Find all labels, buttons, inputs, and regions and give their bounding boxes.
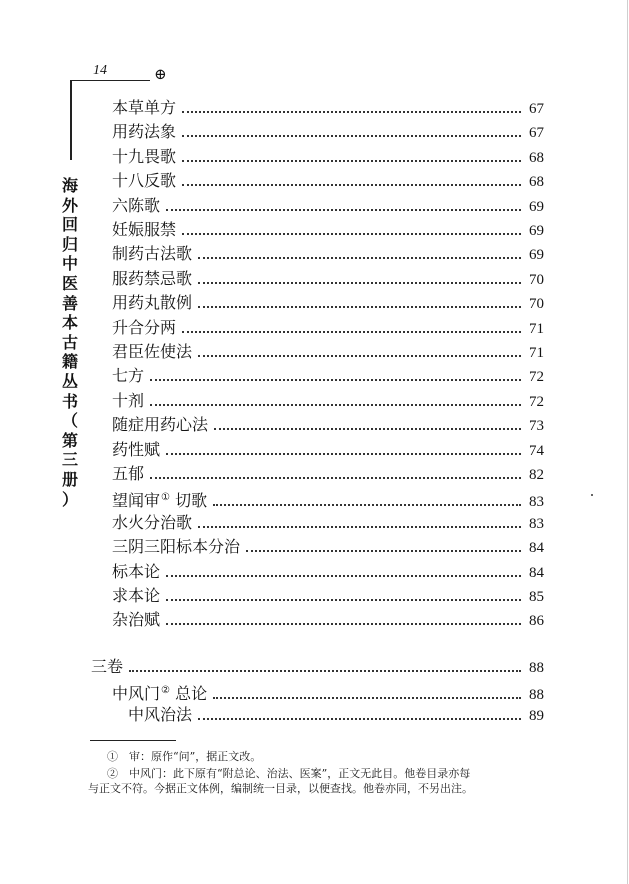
dot-leader: [166, 209, 521, 211]
footnote-line: ① 审：原作“问”，据正文改。: [107, 750, 262, 763]
series-title-char: 归: [61, 234, 78, 254]
toc-entry-page: 73: [529, 418, 544, 434]
toc-entry[interactable]: [112, 220, 544, 241]
page-number: 14: [93, 63, 107, 78]
toc-entry[interactable]: [112, 488, 544, 512]
toc-entry-title: [112, 610, 160, 630]
toc-entry-page: 67: [529, 101, 544, 117]
toc-entry[interactable]: [112, 562, 544, 583]
dot-leader: [182, 135, 521, 137]
toc-entry-page: 69: [529, 247, 544, 263]
toc-entry[interactable]: [112, 342, 544, 363]
page-edge: [627, 0, 628, 884]
toc-entry[interactable]: [112, 415, 544, 436]
toc-entry-title: [112, 220, 176, 240]
dot-leader: [213, 504, 521, 506]
toc-entry[interactable]: [112, 537, 544, 558]
toc-entry-page: 69: [529, 223, 544, 239]
series-title-char: 书: [61, 391, 78, 411]
toc-entry-title: [112, 562, 160, 582]
toc-entry-title: [112, 488, 207, 511]
toc-entry-title-text: 水火分治歌: [112, 513, 193, 532]
toc-entry[interactable]: [112, 464, 544, 485]
toc-entry-title-text: 杂治赋: [112, 610, 161, 629]
toc-entry-title-text: 妊娠服禁: [112, 220, 177, 239]
toc-entry-title-text: 升合分两: [112, 318, 177, 337]
toc-entry[interactable]: [112, 293, 544, 314]
toc-entry-title-text: 用药丸散例: [112, 293, 193, 312]
toc-entry-title-tail: 切歌: [169, 491, 208, 510]
series-title-char: 医: [61, 273, 78, 293]
dot-leader: [166, 599, 521, 601]
toc-entry-title-text: 君臣佐使法: [112, 342, 193, 361]
toc-entry-title: [112, 586, 160, 606]
toc-entry[interactable]: [91, 657, 544, 678]
series-title-char: 中: [61, 254, 78, 274]
toc-entry[interactable]: [112, 269, 544, 290]
footnote-marker: ②: [161, 685, 170, 696]
toc-entry-page: 88: [529, 660, 544, 676]
toc-entry[interactable]: [112, 122, 544, 143]
dot-leader: [129, 670, 521, 672]
toc-entry-title: [112, 342, 192, 362]
toc-entry-title: [112, 293, 192, 313]
toc-entry-page: 85: [529, 589, 544, 605]
series-title-char: 三: [61, 450, 78, 470]
toc-entry-page: 83: [529, 516, 544, 532]
toc-entry-page: 84: [529, 540, 544, 556]
toc-entry-page: 70: [529, 272, 544, 288]
toc-entry[interactable]: [112, 440, 544, 461]
dot-leader: [198, 355, 521, 357]
toc-entry-title-text: 随症用药心法: [112, 415, 209, 434]
dot-leader: [182, 111, 521, 113]
scan-speck: [591, 494, 593, 496]
toc-entry-title-text: 十剂: [112, 391, 145, 410]
toc-entry-title-text: 制药古法歌: [112, 244, 193, 263]
toc-entry-title-text: 三卷: [91, 657, 124, 676]
series-title: [57, 176, 83, 509]
toc-entry-title-text: 三阴三阳标本分治: [112, 537, 241, 556]
toc-entry-page: 86: [529, 613, 544, 629]
toc-entry-title: [112, 147, 176, 167]
side-bar-cap: [70, 80, 92, 81]
footnote-rule: [90, 740, 176, 741]
series-title-char: 回: [61, 215, 78, 235]
toc-entry[interactable]: [112, 681, 544, 705]
toc-entry-page: 83: [529, 494, 544, 510]
toc-entry-title: [91, 657, 123, 677]
dot-leader: [182, 160, 521, 162]
toc-entry-page: 72: [529, 394, 544, 410]
toc-entry-title: [112, 122, 176, 142]
dot-leader: [150, 379, 521, 381]
dot-leader: [198, 306, 521, 308]
toc-entry-title-text: 服药禁忌歌: [112, 269, 193, 288]
toc-entry[interactable]: [112, 586, 544, 607]
toc-entry-title-text: 七方: [112, 366, 145, 385]
toc-entry-title-text: 药性赋: [112, 440, 161, 459]
toc-entry-page: 68: [529, 150, 544, 166]
series-title-char: 古: [61, 332, 78, 352]
toc-entry-title: [112, 244, 192, 264]
toc-entry-title-text: 中风门: [112, 684, 161, 703]
toc-entry-title: [112, 318, 176, 338]
series-title-char: （: [61, 411, 78, 431]
toc-entry-page: 67: [529, 125, 544, 141]
toc-entry-title: [112, 391, 144, 411]
dot-leader: [198, 282, 521, 284]
toc-entry-title-text: 用药法象: [112, 122, 177, 141]
dot-leader: [182, 233, 521, 235]
toc-entry[interactable]: [112, 196, 544, 217]
toc-entry-title: [112, 269, 192, 289]
dot-leader: [166, 453, 521, 455]
dot-leader: [150, 477, 521, 479]
toc-entry-title: [112, 513, 192, 533]
toc-entry-title: [112, 98, 176, 118]
toc-entry[interactable]: [112, 366, 544, 387]
toc-entry-page: 84: [529, 565, 544, 581]
toc-entry-title-text: 六陈歌: [112, 196, 161, 215]
toc-entry-title: [112, 415, 208, 435]
toc-entry-title-text: 求本论: [112, 586, 161, 605]
toc-entry-title: [112, 537, 240, 557]
series-title-char: 第: [61, 430, 78, 450]
series-title-char: ）: [61, 489, 78, 509]
toc-entry-title: [112, 681, 207, 704]
toc-entry[interactable]: [112, 318, 544, 339]
ornament-icon: ⊕: [154, 65, 167, 83]
header-rule: [90, 80, 150, 81]
toc-entry-title-text: 十八反歌: [112, 171, 177, 190]
dot-leader: [198, 718, 521, 720]
dot-leader: [166, 575, 521, 577]
toc-entry-page: 82: [529, 467, 544, 483]
series-title-char: 丛: [61, 371, 78, 391]
series-title-char: 册: [61, 469, 78, 489]
dot-leader: [246, 550, 521, 552]
dot-leader: [150, 404, 521, 406]
toc-entry[interactable]: [112, 147, 544, 168]
dot-leader: [198, 257, 521, 259]
series-title-char: 本: [61, 313, 78, 333]
toc-entry-title-text: 标本论: [112, 562, 161, 581]
dot-leader: [213, 697, 521, 699]
footnote-line: ② 中风门：此下原有“附总论、治法、医案”，正文无此目。他卷目录亦每: [107, 767, 471, 780]
dot-leader: [214, 428, 521, 430]
dot-leader: [182, 184, 521, 186]
footnote-marker: ①: [161, 492, 170, 503]
toc-entry[interactable]: [112, 391, 544, 412]
toc-entry-page: 74: [529, 443, 544, 459]
footnote-line: 与正文不符。今据正文体例，编制统一目录，以便查找。他卷亦同，不另出注。: [88, 782, 473, 795]
toc-entry-page: 89: [529, 708, 544, 724]
toc-entry-page: 71: [529, 345, 544, 361]
dot-leader: [166, 623, 521, 625]
series-title-char: 籍: [61, 352, 78, 372]
toc-entry-title: [112, 464, 144, 484]
series-title-char: 外: [61, 195, 78, 215]
toc-entry-page: 71: [529, 321, 544, 337]
toc-entry-page: 70: [529, 296, 544, 312]
toc-entry-title: [112, 196, 160, 216]
toc-entry[interactable]: [112, 513, 544, 534]
toc-entry-title: [112, 171, 176, 191]
toc-entry[interactable]: [112, 610, 544, 631]
toc-entry-page: 72: [529, 369, 544, 385]
toc-entry-page: 69: [529, 199, 544, 215]
toc-entry[interactable]: [112, 171, 544, 192]
toc-entry-title-text: 望闻审: [112, 491, 161, 510]
toc-entry-title-text: 中风治法: [128, 705, 193, 724]
dot-leader: [182, 331, 521, 333]
toc-entry-page: 68: [529, 174, 544, 190]
toc-entry[interactable]: [128, 705, 544, 726]
toc-entry-title: [112, 440, 160, 460]
series-title-char: 海: [61, 176, 78, 195]
dot-leader: [198, 526, 521, 528]
toc-entry-title-text: 本草单方: [112, 98, 177, 117]
toc-entry[interactable]: [112, 244, 544, 265]
toc-entry-title: [128, 705, 192, 725]
toc-entry-title-text: 十九畏歌: [112, 147, 177, 166]
toc-entry-title: [112, 366, 144, 386]
toc-entry[interactable]: [112, 98, 544, 119]
toc-entry-page: 88: [529, 687, 544, 703]
toc-entry-title-text: 五郁: [112, 464, 145, 483]
toc-entry-title-tail: 总论: [169, 684, 208, 703]
side-bar: [70, 80, 72, 160]
series-title-char: 善: [61, 293, 78, 313]
